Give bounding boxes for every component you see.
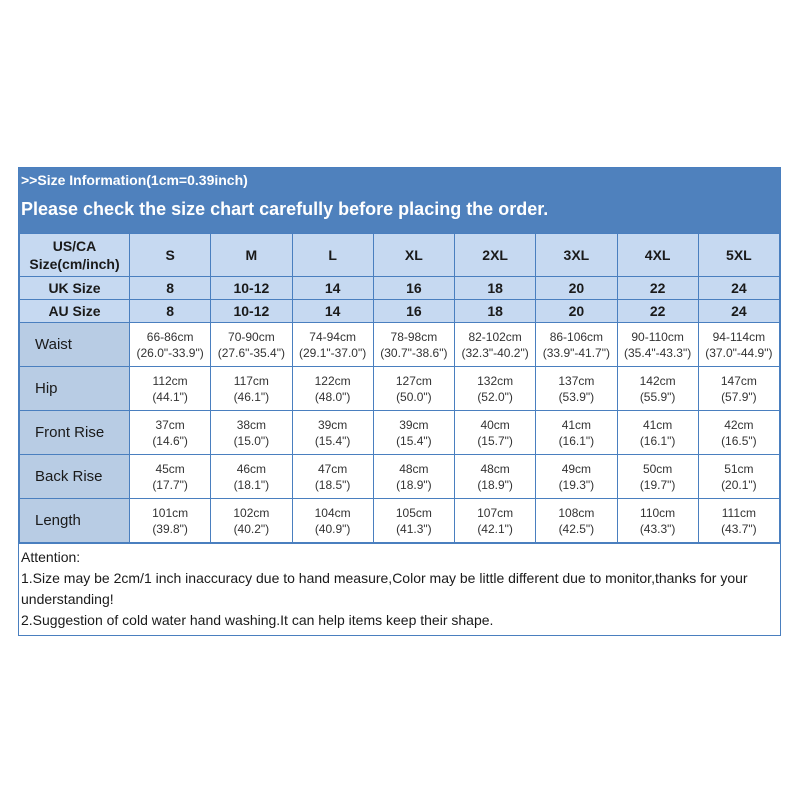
measurement-cell xyxy=(211,367,292,411)
measurement-cell xyxy=(292,367,373,411)
cm-value: 51cm xyxy=(724,461,754,476)
cm-value: 50cm xyxy=(642,461,673,476)
measurement-cell xyxy=(211,323,292,367)
inch-value: (35.4"-43.3") xyxy=(624,345,692,360)
measurement-cell xyxy=(536,455,617,499)
us-ca-size-label: US/CA Size(cm/inch) xyxy=(20,234,130,277)
inch-value: (16.1") xyxy=(558,433,595,448)
inch-value: (33.9"-41.7") xyxy=(542,345,610,360)
cm-value: 66-86cm xyxy=(146,329,194,344)
inch-value: (18.1") xyxy=(233,477,270,492)
au-size-cell: 8 xyxy=(130,300,211,323)
inch-value: (18.9") xyxy=(396,477,432,492)
inch-value: (43.3") xyxy=(639,521,676,536)
cm-value: 108cm xyxy=(558,505,595,520)
cm-value: 49cm xyxy=(561,461,592,476)
size-header-cell: 5XL xyxy=(698,234,779,277)
size-chart xyxy=(18,167,781,636)
uk-size-label: UK Size xyxy=(20,277,130,300)
inch-value: (17.7") xyxy=(152,477,188,492)
au-size-cell: 14 xyxy=(292,300,373,323)
measurement-cell xyxy=(617,499,698,543)
cm-value: 38cm xyxy=(236,417,267,432)
measurement-cell xyxy=(617,367,698,411)
uk-size-cell: 24 xyxy=(698,277,779,300)
measurement-row xyxy=(20,411,780,455)
measurement-cell xyxy=(373,367,454,411)
cm-value: 42cm xyxy=(724,417,754,432)
measurement-row xyxy=(20,323,780,367)
measurement-cell xyxy=(617,455,698,499)
inch-value: (16.1") xyxy=(639,433,676,448)
inch-value: (50.0") xyxy=(396,389,432,404)
size-header-cell: 4XL xyxy=(617,234,698,277)
cm-value: 107cm xyxy=(477,505,514,520)
header-row xyxy=(20,234,780,277)
cm-value: 102cm xyxy=(233,505,270,520)
size-info-title: >>Size Information(1cm=0.39inch) xyxy=(21,172,248,188)
cm-value: 40cm xyxy=(480,417,510,432)
inch-value: (30.7"-38.6") xyxy=(380,345,448,360)
attention-notes xyxy=(19,543,780,635)
cm-value: 46cm xyxy=(236,461,267,476)
cm-value: 39cm xyxy=(399,417,429,432)
inch-value: (29.1"-37.0") xyxy=(299,345,367,360)
cm-value: 70-90cm xyxy=(228,329,275,344)
cm-value: 39cm xyxy=(317,417,348,432)
measurement-cell xyxy=(211,499,292,543)
inch-value: (53.9") xyxy=(558,389,595,404)
inch-value: (32.3"-40.2") xyxy=(461,345,529,360)
measurement-cell xyxy=(617,323,698,367)
cm-value: 132cm xyxy=(477,373,514,388)
measurement-row xyxy=(20,455,780,499)
inch-value: (26.0"-33.9") xyxy=(136,345,204,360)
measurement-label: Front Rise xyxy=(20,411,130,455)
measurement-cell xyxy=(130,411,211,455)
cm-value: 147cm xyxy=(720,373,757,388)
attention-title: Attention: xyxy=(21,549,81,565)
size-header-cell: L xyxy=(292,234,373,277)
uk-size-cell: 20 xyxy=(536,277,617,300)
cm-value: 47cm xyxy=(317,461,348,476)
measurement-cell xyxy=(536,367,617,411)
inch-value: (18.9") xyxy=(477,477,513,492)
cm-value: 122cm xyxy=(314,373,351,388)
measurement-cell xyxy=(698,323,779,367)
measurement-cell xyxy=(536,499,617,543)
au-size-cell: 22 xyxy=(617,300,698,323)
inch-value: (19.3") xyxy=(558,477,595,492)
uk-size-cell: 14 xyxy=(292,277,373,300)
size-check-notice: Please check the size chart carefully before placing the order. xyxy=(21,199,549,219)
inch-value: (15.7") xyxy=(477,433,513,448)
measurement-label: Length xyxy=(20,499,130,543)
inch-value: (44.1") xyxy=(152,389,188,404)
inch-value: (48.0") xyxy=(314,389,351,404)
attention-line-2: 2.Suggestion of cold water hand washing.It can help items keep their shape. xyxy=(21,612,494,628)
measurement-row xyxy=(20,367,780,411)
cm-value: 74-94cm xyxy=(309,329,356,344)
cm-value: 105cm xyxy=(395,505,432,520)
au-size-cell: 24 xyxy=(698,300,779,323)
measurement-cell xyxy=(455,323,536,367)
size-table xyxy=(19,233,780,543)
measurement-cell xyxy=(130,455,211,499)
uk-size-cell: 10-12 xyxy=(211,277,292,300)
measurement-cell xyxy=(130,367,211,411)
measurement-cell xyxy=(536,411,617,455)
size-header-cell: M xyxy=(211,234,292,277)
au-size-row xyxy=(20,300,780,323)
inch-value: (42.1") xyxy=(477,521,513,536)
size-header-cell: 2XL xyxy=(455,234,536,277)
measurement-cell xyxy=(211,455,292,499)
cm-value: 78-98cm xyxy=(390,329,438,344)
au-size-cell: 16 xyxy=(373,300,454,323)
cm-value: 94-114cm xyxy=(712,329,766,344)
size-header-cell: 3XL xyxy=(536,234,617,277)
uk-size-cell: 22 xyxy=(617,277,698,300)
measurement-cell xyxy=(373,499,454,543)
measurement-cell xyxy=(292,499,373,543)
cm-value: 104cm xyxy=(314,505,351,520)
au-size-cell: 10-12 xyxy=(211,300,292,323)
measurement-cell xyxy=(373,323,454,367)
measurement-cell xyxy=(373,411,454,455)
cm-value: 48cm xyxy=(399,461,429,476)
cm-value: 41cm xyxy=(642,417,673,432)
measurement-cell xyxy=(455,411,536,455)
cm-value: 111cm xyxy=(721,505,756,520)
measurement-label: Hip xyxy=(20,367,130,411)
measurement-label: Back Rise xyxy=(20,455,130,499)
inch-value: (42.5") xyxy=(558,521,595,536)
measurement-row xyxy=(20,499,780,543)
au-size-cell: 18 xyxy=(455,300,536,323)
size-header-cell: XL xyxy=(373,234,454,277)
inch-value: (40.2") xyxy=(233,521,270,536)
measurement-cell xyxy=(130,499,211,543)
au-size-cell: 20 xyxy=(536,300,617,323)
inch-value: (15.0") xyxy=(233,433,270,448)
measurement-label: Waist xyxy=(20,323,130,367)
cm-value: 110cm xyxy=(640,505,676,520)
inch-value: (39.8") xyxy=(152,521,188,536)
uk-size-row xyxy=(20,277,780,300)
inch-value: (37.0"-44.9") xyxy=(705,345,773,360)
cm-value: 41cm xyxy=(561,417,592,432)
inch-value: (19.7") xyxy=(639,477,676,492)
measurement-cell xyxy=(211,411,292,455)
au-size-label: AU Size xyxy=(20,300,130,323)
cm-value: 37cm xyxy=(155,417,185,432)
inch-value: (43.7") xyxy=(721,521,757,536)
measurement-cell xyxy=(455,455,536,499)
attention-line-1: 1.Size may be 2cm/1 inch inaccuracy due to hand measure,Color may be little different due to monitor,thanks for your understanding! xyxy=(21,570,748,607)
measurement-cell xyxy=(698,455,779,499)
size-info-banner xyxy=(19,168,780,233)
measurement-cell xyxy=(292,411,373,455)
inch-value: (15.4") xyxy=(396,433,432,448)
cm-value: 45cm xyxy=(155,461,185,476)
measurement-cell xyxy=(698,499,779,543)
inch-value: (41.3") xyxy=(396,521,432,536)
cm-value: 137cm xyxy=(558,373,595,388)
cm-value: 112cm xyxy=(152,373,188,388)
inch-value: (18.5") xyxy=(314,477,351,492)
inch-value: (16.5") xyxy=(721,433,757,448)
inch-value: (46.1") xyxy=(233,389,270,404)
measurement-cell xyxy=(617,411,698,455)
inch-value: (52.0") xyxy=(477,389,513,404)
inch-value: (14.6") xyxy=(152,433,188,448)
uk-size-cell: 8 xyxy=(130,277,211,300)
measurement-cell xyxy=(130,323,211,367)
measurement-cell xyxy=(292,323,373,367)
uk-size-cell: 16 xyxy=(373,277,454,300)
cm-value: 90-110cm xyxy=(631,329,684,344)
measurement-cell xyxy=(698,367,779,411)
inch-value: (57.9") xyxy=(721,389,757,404)
measurement-cell xyxy=(698,411,779,455)
inch-value: (40.9") xyxy=(314,521,351,536)
measurement-cell xyxy=(373,455,454,499)
cm-value: 86-106cm xyxy=(549,329,604,344)
cm-value: 82-102cm xyxy=(468,329,522,344)
cm-value: 127cm xyxy=(395,373,432,388)
measurement-cell xyxy=(536,323,617,367)
inch-value: (55.9") xyxy=(639,389,676,404)
cm-value: 101cm xyxy=(152,505,189,520)
cm-value: 142cm xyxy=(639,373,676,388)
inch-value: (15.4") xyxy=(314,433,351,448)
measurement-cell xyxy=(292,455,373,499)
measurement-cell xyxy=(455,499,536,543)
cm-value: 117cm xyxy=(233,373,269,388)
uk-size-cell: 18 xyxy=(455,277,536,300)
size-header-cell: S xyxy=(130,234,211,277)
cm-value: 48cm xyxy=(480,461,510,476)
inch-value: (20.1") xyxy=(721,477,757,492)
measurement-cell xyxy=(455,367,536,411)
inch-value: (27.6"-35.4") xyxy=(217,345,285,360)
